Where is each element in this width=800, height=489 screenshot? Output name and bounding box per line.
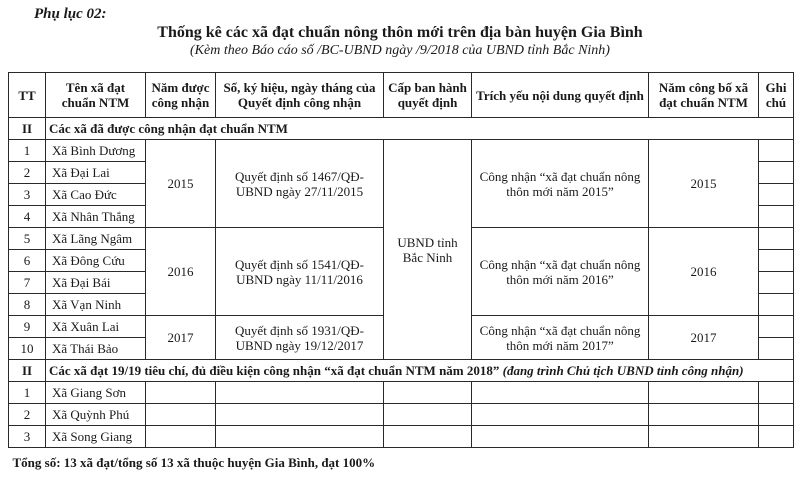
row-tt: 6 xyxy=(9,250,46,272)
decision-ref: Quyết định số 1467/QĐ-UBND ngày 27/11/2015 xyxy=(216,140,384,228)
note-cell xyxy=(759,184,794,206)
announce-year: 2017 xyxy=(649,316,759,360)
col-header-issuer: Cấp ban hành quyết định xyxy=(384,73,472,118)
note-cell xyxy=(759,316,794,338)
row-tt: 9 xyxy=(9,316,46,338)
issuer: UBND tỉnh Bắc Ninh xyxy=(384,140,472,360)
document-title: Thống kê các xã đạt chuẩn nông thôn mới trên địa bàn huyện Gia Bình xyxy=(157,24,643,41)
decision-ref: Quyết định số 1931/QĐ-UBND ngày 19/12/2017 xyxy=(216,316,384,360)
row-tt: 4 xyxy=(9,206,46,228)
section-label: Các xã đã được công nhận đạt chuẩn NTM xyxy=(46,118,794,140)
empty-cell xyxy=(216,382,384,404)
commune-name: Xã Nhân Thắng xyxy=(46,206,146,228)
commune-name: Xã Thái Bảo xyxy=(46,338,146,360)
row-tt: 5 xyxy=(9,228,46,250)
announce-year: 2016 xyxy=(649,228,759,316)
commune-name: Xã Đông Cứu xyxy=(46,250,146,272)
empty-cell xyxy=(649,404,759,426)
section-tt: II xyxy=(9,360,46,382)
commune-name: Xã Vạn Ninh xyxy=(46,294,146,316)
note-cell xyxy=(759,272,794,294)
row-tt: 8 xyxy=(9,294,46,316)
commune-name: Xã Cao Đức xyxy=(46,184,146,206)
col-header-summary: Trích yếu nội dung quyết định xyxy=(472,73,649,118)
col-header-note: Ghi chú xyxy=(759,73,794,118)
total-summary: Tổng số: 13 xã đạt/tổng số 13 xã thuộc huyện Gia Bình, đạt 100% xyxy=(12,454,376,470)
col-header-tt: TT xyxy=(9,73,46,118)
empty-cell xyxy=(384,382,472,404)
decision-summary: Công nhận “xã đạt chuẩn nông thôn mới năm 2016” xyxy=(472,228,649,316)
empty-cell xyxy=(472,426,649,448)
ntm-commune-table xyxy=(8,72,794,476)
section-row-recognized xyxy=(9,118,794,140)
section-row-eligible xyxy=(9,360,794,382)
row-tt: 1 xyxy=(9,140,46,162)
note-cell xyxy=(759,404,794,426)
note-cell xyxy=(759,140,794,162)
note-cell xyxy=(759,206,794,228)
commune-name: Xã Đại Bái xyxy=(46,272,146,294)
row-tt: 10 xyxy=(9,338,46,360)
recognition-year: 2016 xyxy=(146,228,216,316)
total-row xyxy=(9,448,794,477)
empty-cell xyxy=(216,426,384,448)
appendix-label: Phụ lục 02: xyxy=(34,6,107,22)
recognition-year: 2015 xyxy=(146,140,216,228)
note-cell xyxy=(759,338,794,360)
commune-name: Xã Bình Dương xyxy=(46,140,146,162)
section-label-text: Các xã đạt 19/19 tiêu chí, đủ điều kiện công nhận “xã đạt chuẩn NTM năm 2018” xyxy=(49,363,500,378)
col-header-name: Tên xã đạt chuẩn NTM xyxy=(46,73,146,118)
empty-cell xyxy=(146,404,216,426)
row-tt: 1 xyxy=(9,382,46,404)
empty-cell xyxy=(146,382,216,404)
empty-cell xyxy=(216,404,384,426)
decision-summary: Công nhận “xã đạt chuẩn nông thôn mới năm 2017” xyxy=(472,316,649,360)
document-subtitle: (Kèm theo Báo cáo số /BC-UBND ngày /9/2018 của UBND tỉnh Bắc Ninh) xyxy=(190,43,610,58)
empty-cell xyxy=(146,426,216,448)
table-row xyxy=(9,426,794,448)
col-header-announce-year: Năm công bố xã đạt chuẩn NTM xyxy=(649,73,759,118)
commune-name: Xã Xuân Lai xyxy=(46,316,146,338)
empty-cell xyxy=(472,382,649,404)
recognition-year: 2017 xyxy=(146,316,216,360)
empty-cell xyxy=(472,404,649,426)
commune-name: Xã Đại Lai xyxy=(46,162,146,184)
section-tt: II xyxy=(9,118,46,140)
table-row xyxy=(9,140,794,162)
commune-name: Xã Lãng Ngâm xyxy=(46,228,146,250)
announce-year: 2015 xyxy=(649,140,759,228)
row-tt: 2 xyxy=(9,162,46,184)
commune-name: Xã Quỳnh Phú xyxy=(46,404,146,426)
col-header-decision: Số, ký hiệu, ngày tháng của Quyết định công nhận xyxy=(216,73,384,118)
col-header-year: Năm được công nhận xyxy=(146,73,216,118)
table-row xyxy=(9,382,794,404)
empty-cell xyxy=(649,426,759,448)
section-label-note: (đang trình Chủ tịch UBND tỉnh công nhận) xyxy=(502,363,744,378)
row-tt: 7 xyxy=(9,272,46,294)
note-cell xyxy=(759,382,794,404)
note-cell xyxy=(759,294,794,316)
row-tt: 3 xyxy=(9,184,46,206)
empty-cell xyxy=(649,382,759,404)
decision-summary: Công nhận “xã đạt chuẩn nông thôn mới năm 2015” xyxy=(472,140,649,228)
note-cell xyxy=(759,250,794,272)
decision-ref: Quyết định số 1541/QĐ-UBND ngày 11/11/2016 xyxy=(216,228,384,316)
empty-cell xyxy=(384,404,472,426)
note-cell xyxy=(759,426,794,448)
row-tt: 2 xyxy=(9,404,46,426)
table-row xyxy=(9,404,794,426)
commune-name: Xã Giang Sơn xyxy=(46,382,146,404)
section-label xyxy=(46,360,794,382)
row-tt: 3 xyxy=(9,426,46,448)
note-cell xyxy=(759,162,794,184)
commune-name: Xã Song Giang xyxy=(46,426,146,448)
table-header-row xyxy=(9,73,794,118)
note-cell xyxy=(759,228,794,250)
empty-cell xyxy=(384,426,472,448)
